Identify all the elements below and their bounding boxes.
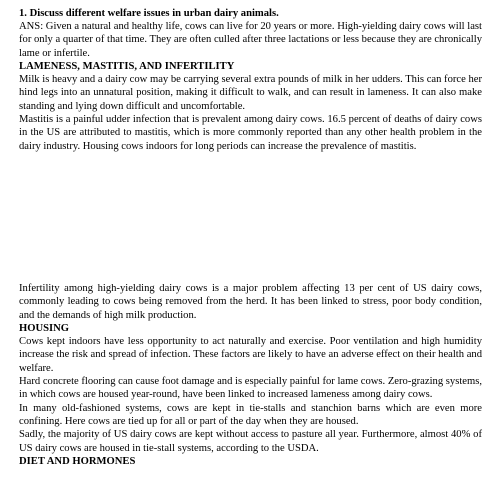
- lameness-mastitis-infertility-heading: LAMENESS, MASTITIS, AND INFERTILITY: [19, 60, 235, 72]
- document-top-section: [19, 7, 482, 153]
- diet-and-hormones-heading: DIET AND HORMONES: [19, 455, 136, 467]
- lameness-paragraph: Milk is heavy and a dairy cow may be carrying several extra pounds of milk in her udders. This can force her hind legs into an unnatural position, making it difficult to walk, and can result in lameness. It can also make standing and lying down difficult and uncomfortable.: [19, 74, 482, 112]
- mastitis-paragraph: Mastitis is a painful udder infection that is prevalent among dairy cows. 16.5 percent of deaths of dairy cows in the US are attributed to mastitis, which is more commonly reported than any other health problem in the dairy industry. Housing cows indoors for long periods can increase the prevalence of mastitis.: [19, 114, 482, 152]
- housing-paragraph-tie-stalls: In many old-fashioned systems, cows are kept in tie-stalls and stanchion barns which are even more confining. Here cows are tied up for all or part of the day when they are housed.: [19, 402, 482, 427]
- answer-intro-paragraph: ANS: Given a natural and healthy life, cows can live for 20 years or more. High-yielding dairy cows will last for only a quarter of that time. They are often culled after three lactations or less because they are chronically lame or infertile.: [19, 21, 482, 59]
- housing-heading: HOUSING: [19, 322, 70, 334]
- housing-paragraph-flooring: Hard concrete flooring can cause foot damage and is especially painful for lame cows. Zero-grazing systems, in which cows are housed year-round, have been linked to increased lameness among dairy cows.: [19, 376, 482, 401]
- document-bottom-section: [19, 282, 482, 467]
- housing-paragraph-pasture: Sadly, the majority of US dairy cows are kept without access to pasture all year. Furthermore, almost 40% of US dairy cows are housed in tie-stall systems, according to the USDA.: [19, 429, 482, 454]
- housing-paragraph-ventilation: Cows kept indoors have less opportunity to act naturally and exercise. Poor ventilation and high humidity increase the risk and spread of infection. These factors are likely to have an adverse effect on their health and welfare.: [19, 336, 482, 374]
- infertility-paragraph: Infertility among high-yielding dairy cows is a major problem affecting 13 per cent of US dairy cows, commonly leading to cows being removed from the herd. It has been linked to stress, poor body condition, and the demands of high milk production.: [19, 283, 482, 321]
- question-heading: 1. Discuss different welfare issues in urban dairy animals.: [19, 8, 279, 19]
